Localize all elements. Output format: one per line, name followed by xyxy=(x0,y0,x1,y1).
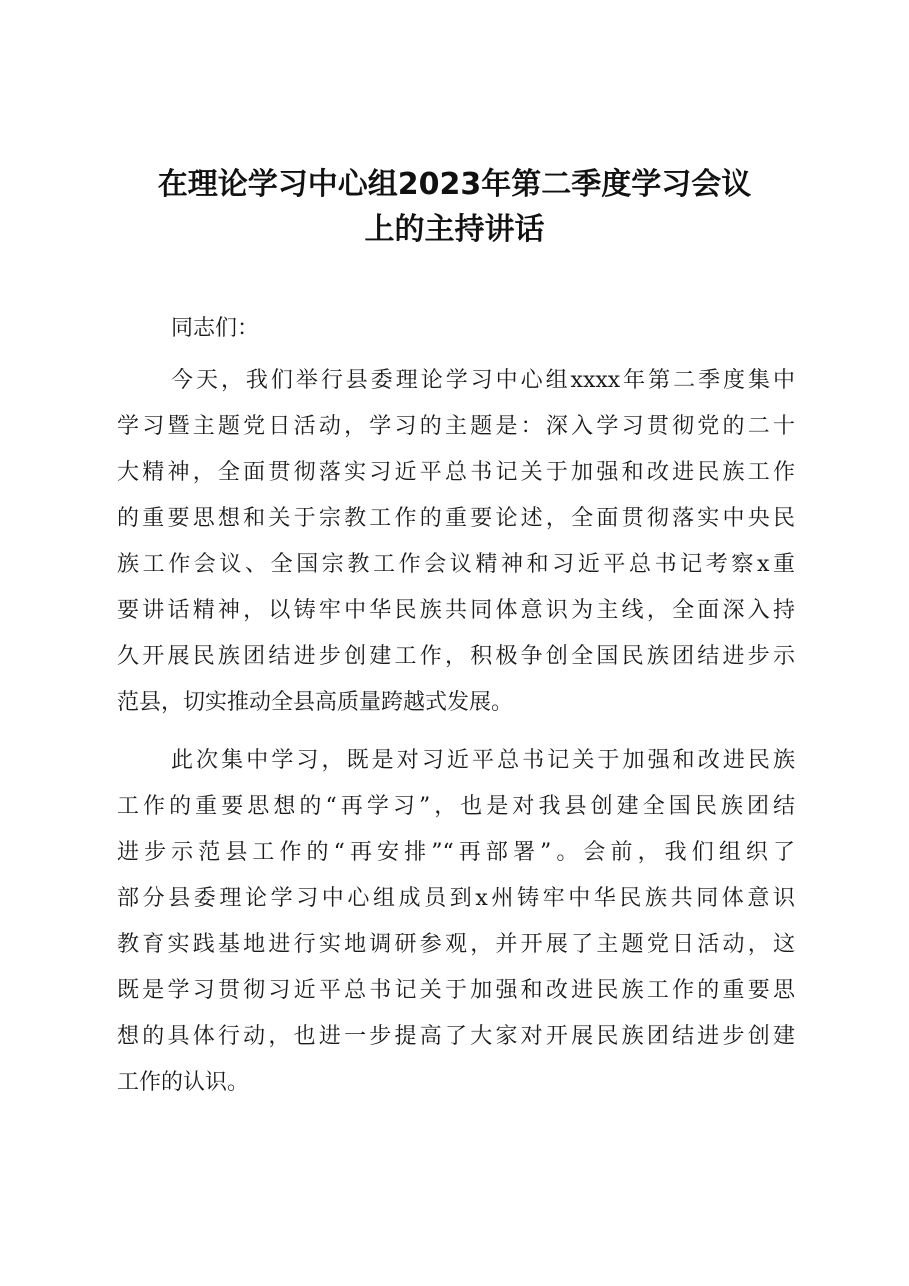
paragraph-2-line: 想的具体行动，也进一步提高了大家对开展民族团结进步创建 xyxy=(117,1024,795,1049)
paragraph-1-line: 今天，我们举行县委理论学习中心组xxxx年第二季度集中 xyxy=(171,368,795,393)
document-title-line-2: 上的主持讲话 xyxy=(364,212,545,247)
paragraph-1-line: 范县，切实推动全县高质量跨越式发展。 xyxy=(117,690,514,715)
document-title-line-1: 在理论学习中心组2023年第二季度学习会议 xyxy=(157,167,752,202)
paragraph-2-line: 工作的重要思想的“再学习”，也是对我县创建全国民族团结 xyxy=(117,794,795,819)
paragraph-1-line: 大精神，全面贯彻落实习近平总书记关于加强和改进民族工作 xyxy=(117,460,795,485)
paragraph-2-line: 工作的认识。 xyxy=(117,1070,250,1095)
paragraph-1-line: 的重要思想和关于宗教工作的重要论述，全面贯彻落实中央民 xyxy=(117,506,795,531)
paragraph-2-line: 既是学习贯彻习近平总书记关于加强和改进民族工作的重要思 xyxy=(117,978,795,1003)
paragraph-1-line: 要讲话精神，以铸牢中华民族共同体意识为主线，全面深入持 xyxy=(117,598,795,623)
paragraph-2-line: 进步示范县工作的“再安排”“再部署”。会前，我们组织了 xyxy=(117,840,795,865)
salutation: 同志们： xyxy=(171,316,260,341)
paragraph-2-line: 教育实践基地进行实地调研参观，并开展了主题党日活动，这 xyxy=(117,932,795,957)
paragraph-2-line: 此次集中学习，既是对习近平总书记关于加强和改进民族 xyxy=(171,748,795,773)
paragraph-1-line: 久开展民族团结进步创建工作，积极争创全国民族团结进步示 xyxy=(117,644,795,669)
paragraph-1-line: 学习暨主题党日活动，学习的主题是：深入学习贯彻党的二十 xyxy=(117,414,795,439)
paragraph-2-line: 部分县委理论学习中心组成员到x州铸牢中华民族共同体意识 xyxy=(117,886,795,911)
paragraph-1-line: 族工作会议、全国宗教工作会议精神和习近平总书记考察x重 xyxy=(117,552,795,577)
